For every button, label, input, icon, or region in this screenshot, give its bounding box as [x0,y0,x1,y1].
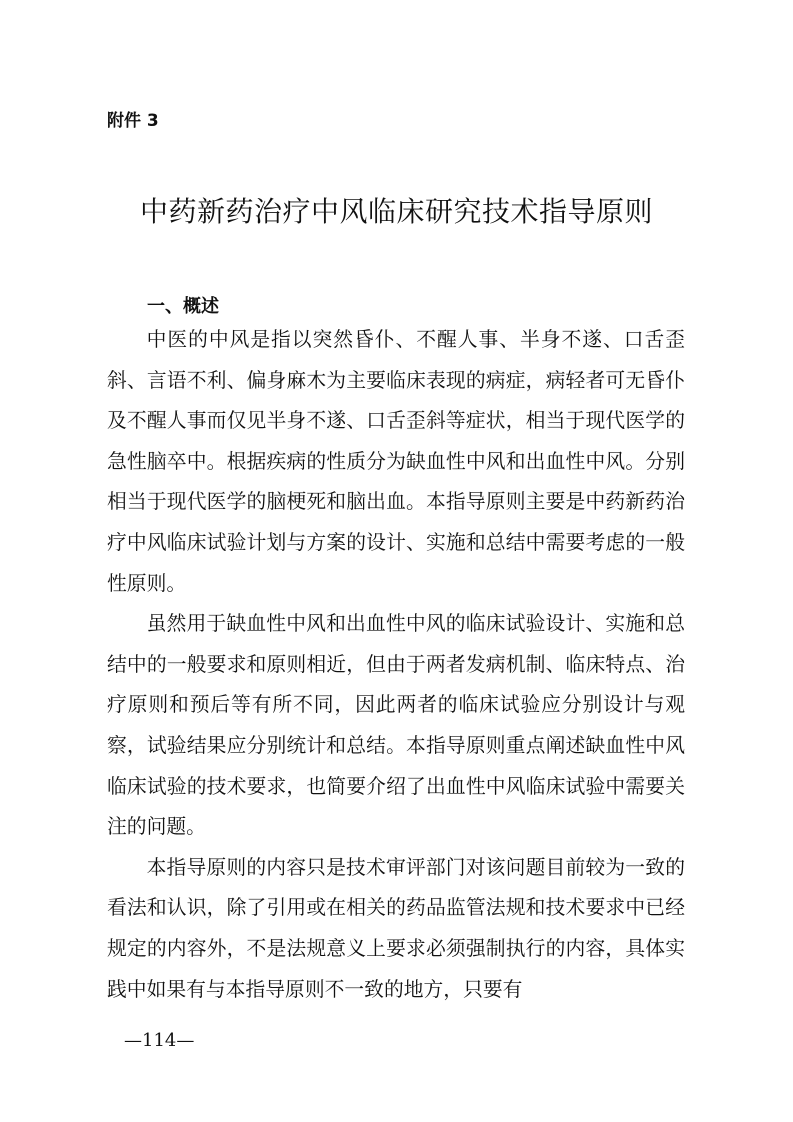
section-heading: 一、概述 [147,296,219,317]
paragraph-3: 本指导原则的内容只是技术审评部门对该问题目前较为一致的看法和认识，除了引用或在相关的药品监管法规和技术要求中已经规定的内容外，不是法规意义上要求必须强制执行的内容，具体实践中如果有与本指导原则不一致的地方，只要有 [107,855,685,1001]
page-number: —114— [124,1030,195,1051]
paragraph-2: 虽然用于缺血性中风和出血性中风的临床试验设计、实施和总结中的一般要求和原则相近，但由于两者发病机制、临床特点、治疗原则和预后等有所不同，因此两者的临床试验应分别设计与观察，试验结果应分别统计和总结。本指导原则重点阐述缺血性中风临床试验的技术要求，也简要介绍了出血性中风临床试验中需要关注的问题。 [107,612,685,839]
document-title: 中药新药治疗中风临床研究技术指导原则 [139,195,653,228]
attachment-label: 附件 3 [107,111,159,131]
document-body [107,320,685,1010]
paragraph-1: 中医的中风是指以突然昏仆、不醒人事、半身不遂、口舌歪斜、言语不利、偏身麻木为主要临床表现的病症，病轻者可无昏仆及不醒人事而仅见半身不遂、口舌歪斜等症状，相当于现代医学的急性脑卒中。根据疾病的性质分为缺血性中风和出血性中风。分别相当于现代医学的脑梗死和脑出血。本指导原则主要是中药新药治疗中风临床试验计划与方案的设计、实施和总结中需要考虑的一般性原则。 [107,328,685,595]
